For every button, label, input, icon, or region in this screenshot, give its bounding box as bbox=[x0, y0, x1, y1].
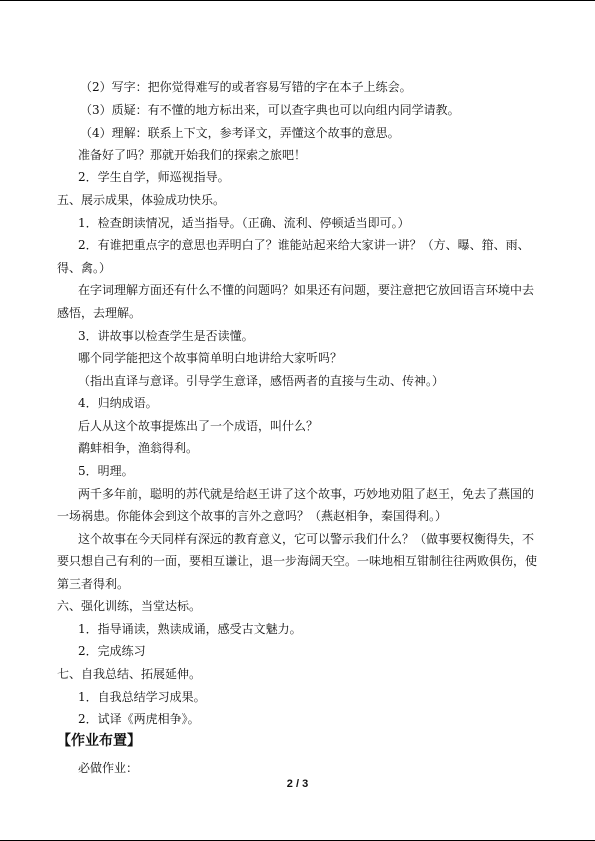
text-line: 4．归纳成语。 bbox=[78, 396, 158, 410]
text-line: 2．试译《两虎相争》。 bbox=[78, 712, 200, 726]
homework-heading: 【作业布置】 bbox=[57, 733, 141, 749]
homework-label: 必做作业： bbox=[78, 761, 139, 775]
text-line: 2．有谁把重点字的意思也弄明白了？谁能站起来给大家讲一讲？（方、曝、箝、雨、 bbox=[78, 238, 530, 252]
text-line: 1．指导诵读，熟读成诵，感受古文魅力。 bbox=[78, 622, 302, 636]
text-line: 一场祸患。你能体会到这个故事的言外之意吗？（燕赵相争，秦国得利。） bbox=[57, 509, 448, 523]
text-line: 1．自我总结学习成果。 bbox=[78, 690, 206, 704]
text-line: 准备好了吗？那就开始我们的探索之旅吧！ bbox=[78, 148, 307, 162]
text-line: 要只想自己有利的一面，要相互谦让，退一步海阔天空。一味地相互钳制往往两败俱伤，使 bbox=[57, 554, 538, 568]
text-line: 后人从这个故事提炼出了一个成语，叫什么？ bbox=[78, 419, 319, 433]
section-heading: 七、自我总结、拓展延伸。 bbox=[57, 667, 202, 681]
text-line: 这个故事在今天同样有深远的教育意义，它可以警示我们什么？（做事要权衡得失，不 bbox=[78, 532, 535, 546]
text-line: 哪个同学能把这个故事简单明白地讲给大家听吗？ bbox=[78, 351, 343, 365]
text-line: 第三者得利。 bbox=[57, 577, 130, 591]
section-heading: 六、强化训练，当堂达标。 bbox=[57, 599, 202, 613]
page-number: 2 / 3 bbox=[286, 778, 309, 790]
text-line: 1．检查朗读情况，适当指导。（正确、流利、停顿适当即可。） bbox=[78, 216, 410, 230]
text-line: 在字词理解方面还有什么不懂的问题吗？如果还有问题，要注意把它放回语言环境中去 bbox=[78, 283, 535, 297]
text-line: （3）质疑：有不懂的地方标出来，可以查字典也可以向组内同学请教。 bbox=[80, 103, 460, 117]
text-line: 5．明理。 bbox=[78, 464, 134, 478]
text-line: 鹬蚌相争，渔翁得利。 bbox=[78, 441, 199, 455]
text-line: 2．学生自学，师巡视指导。 bbox=[78, 170, 230, 184]
text-line: 得、禽。） bbox=[57, 261, 112, 275]
text-line: 两千多年前，聪明的苏代就是给赵王讲了这个故事，巧妙地劝阻了赵王，免去了燕国的 bbox=[78, 487, 535, 501]
text-line: （指出直译与意译。引导学生意译，感悟两者的直接与生动、传神。） bbox=[78, 374, 445, 388]
text-line: （4）理解：联系上下文，参考译文，弄懂这个故事的意思。 bbox=[80, 126, 400, 140]
text-line: 2．完成练习 bbox=[78, 644, 146, 658]
section-heading: 五、展示成果，体验成功快乐。 bbox=[57, 193, 226, 207]
text-line: 3．讲故事以检查学生是否读懂。 bbox=[78, 329, 254, 343]
text-line: 感悟，去理解。 bbox=[57, 306, 142, 320]
text-line: （2）写字：把你觉得难写的或者容易写错的字在本子上练会。 bbox=[80, 80, 412, 94]
